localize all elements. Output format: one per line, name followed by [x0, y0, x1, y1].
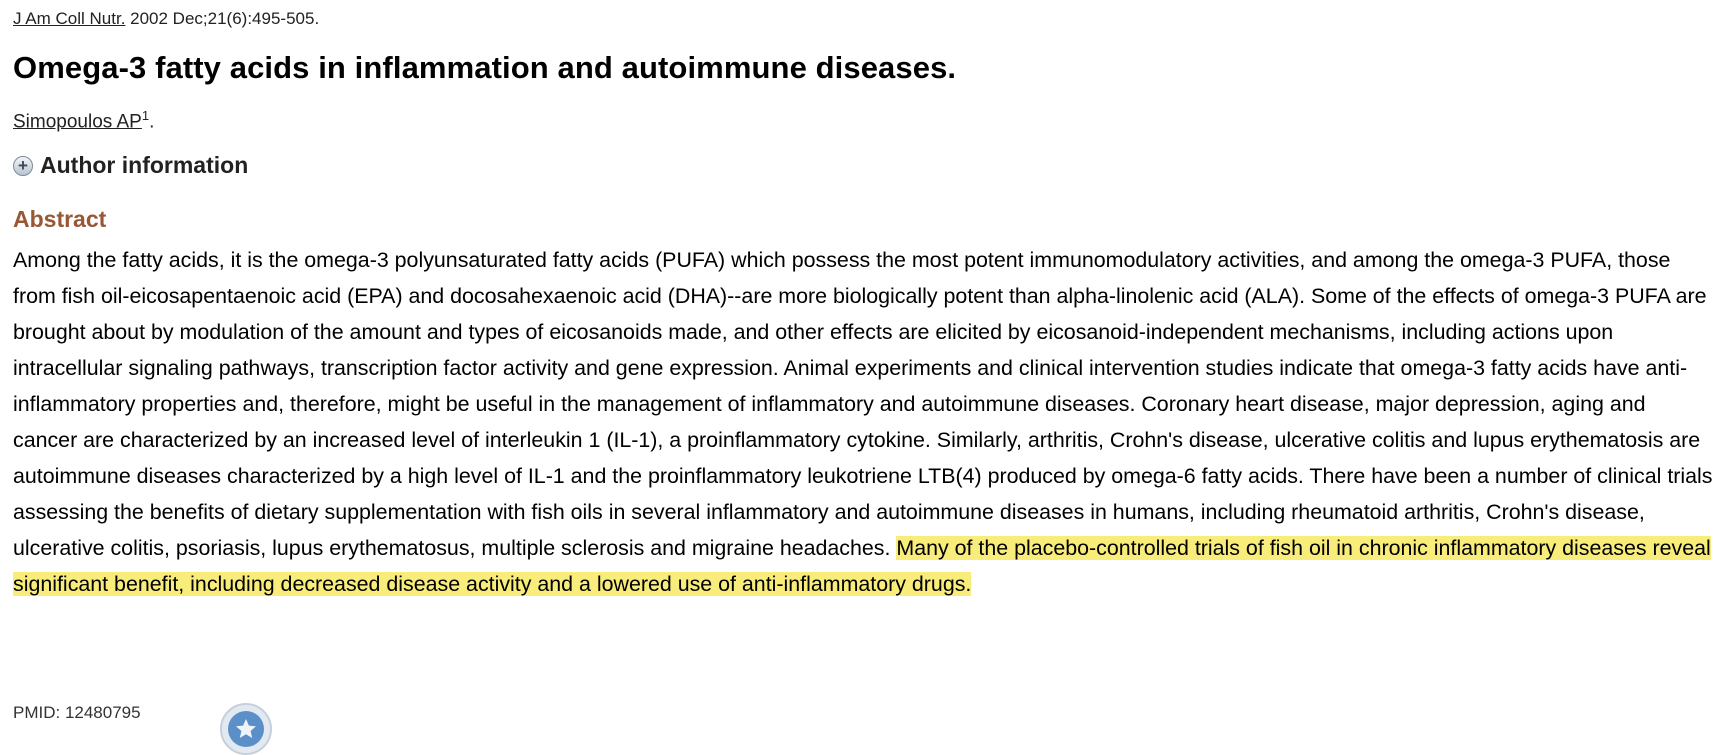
- article-title: Omega-3 fatty acids in inflammation and autoimmune diseases.: [13, 50, 957, 85]
- highlighted-sentence: Many of the placebo-controlled trials of fish oil in chronic inflammatory diseases reveal significant benefit, including decreased disease activity and a lowered use of anti-inflammatory drugs.: [13, 536, 1711, 596]
- abstract-body: Among the fatty acids, it is the omega-3 polyunsaturated fatty acids (PUFA) which possess the most potent immunomodulatory activities, and among the omega-3 PUFA, those from fish oil-eicosapentaenoic acid (EPA) and docosahexaenoic acid (DHA)--are more biologically potent than alpha-linolenic acid (ALA). Some of the effects of omega-3 PUFA are brought about by modulation of the amount and types of eicosanoids made, and other effects are elicited by eicosanoid-independent mechanisms, including actions upon intracellular signaling pathways, transcription factor activity and gene expression. Animal experiments and clinical intervention studies indicate that omega-3 fatty acids have anti-inflammatory properties and, therefore, might be useful in the management of inflammatory and autoimmune diseases. Coronary heart disease, major depression, aging and cancer are characterized by an increased level of interleukin 1 (IL-1), a proinflammatory cytokine. Similarly, arthritis, Crohn's disease, ulcerative colitis and lupus erythematosis are autoimmune diseases characterized by a high level of IL-1 and the proinflammatory leukotriene LTB(4) produced by omega-6 fatty acids. There have been a number of clinical trials assessing the benefits of dietary supplementation with fish oils in several inflammatory and autoimmune diseases in humans, including rheumatoid arthritis, Crohn's disease, ulcerative colitis, psoriasis, lupus erythematosus, multiple sclerosis and migraine headaches.: [13, 248, 1713, 560]
- favorite-badge[interactable]: [220, 703, 272, 755]
- citation-line: [13, 9, 319, 29]
- author-link[interactable]: Simopoulos AP: [13, 111, 142, 133]
- abstract-text: [13, 242, 1713, 602]
- pmid: PMID: 12480795: [13, 703, 141, 722]
- author-information-toggle[interactable]: [13, 152, 248, 179]
- citation-details: 2002 Dec;21(6):495-505.: [125, 9, 320, 28]
- abstract-heading: Abstract: [13, 206, 107, 232]
- author-information-label: Author information: [40, 152, 249, 178]
- journal-link[interactable]: J Am Coll Nutr.: [13, 9, 126, 28]
- plus-icon[interactable]: +: [13, 156, 33, 176]
- star-icon[interactable]: [228, 711, 264, 747]
- author-list-suffix: .: [149, 111, 155, 133]
- author-list: [13, 108, 154, 133]
- affiliation-marker: 1: [141, 108, 150, 123]
